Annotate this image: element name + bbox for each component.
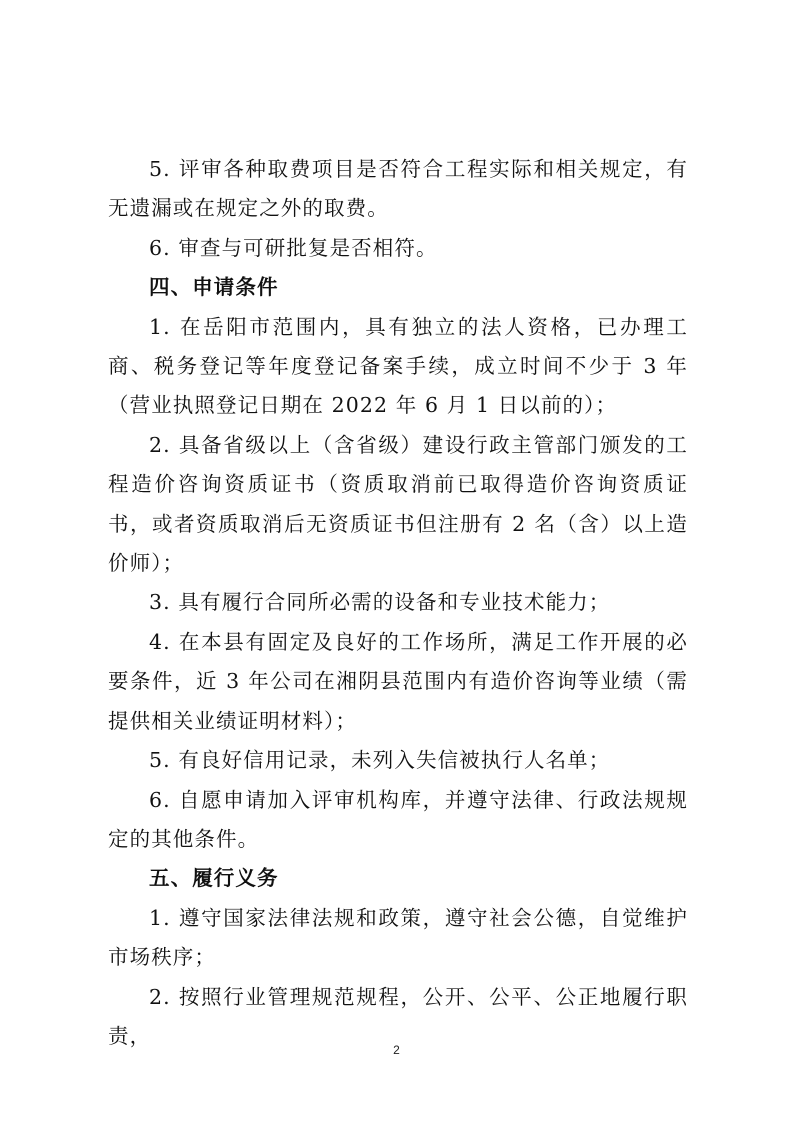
paragraph-obligation-2: 2. 按照行业管理规范规程，公开、公平、公正地履行职责， [108, 984, 688, 1048]
paragraph-condition-6: 6. 自愿申请加入评审机构库，并遵守法律、行政法规规定的其他条件。 [108, 787, 688, 851]
page-number: 2 [393, 1043, 400, 1057]
heading-application-conditions: 四、申请条件 [149, 275, 279, 300]
heading-obligations: 五、履行义务 [149, 866, 279, 891]
paragraph-condition-4: 4. 在本县有固定及良好的工作场所，满足工作开展的必要条件，近 3 年公司在湘阴县范围内有造价咨询等业绩（需提供相关业绩证明材料）； [108, 629, 688, 733]
paragraph-condition-2: 2. 具备省级以上（含省级）建设行政主管部门颁发的工程造价咨询资质证书（资质取消前已取得造价咨询资质证书，或者资质取消后无资质证书但注册有 2 名（含）以上造价师）； [108, 432, 688, 576]
paragraph-obligation-1: 1. 遵守国家法律法规和政策，遵守社会公德，自觉维护市场秩序； [108, 905, 688, 970]
paragraph-condition-1: 1. 在岳阳市范围内，具有独立的法人资格，已办理工商、税务登记等年度登记备案手续，成立时间不少于 3 年（营业执照登记日期在 2022 年 6 月 1 日以前的）； [108, 314, 688, 418]
paragraph-review-fees: 5. 评审各种取费项目是否符合工程实际和相关规定，有无遗漏或在规定之外的取费。 [108, 157, 688, 221]
paragraph-check-approval: 6. 审查与可研批复是否相符。 [149, 235, 438, 260]
body-text [108, 150, 688, 1056]
paragraph-condition-3: 3. 具有履行合同所必需的设备和专业技术能力； [149, 590, 611, 615]
paragraph-condition-5: 5. 有良好信用记录，未列入失信被执行人名单； [149, 748, 611, 773]
